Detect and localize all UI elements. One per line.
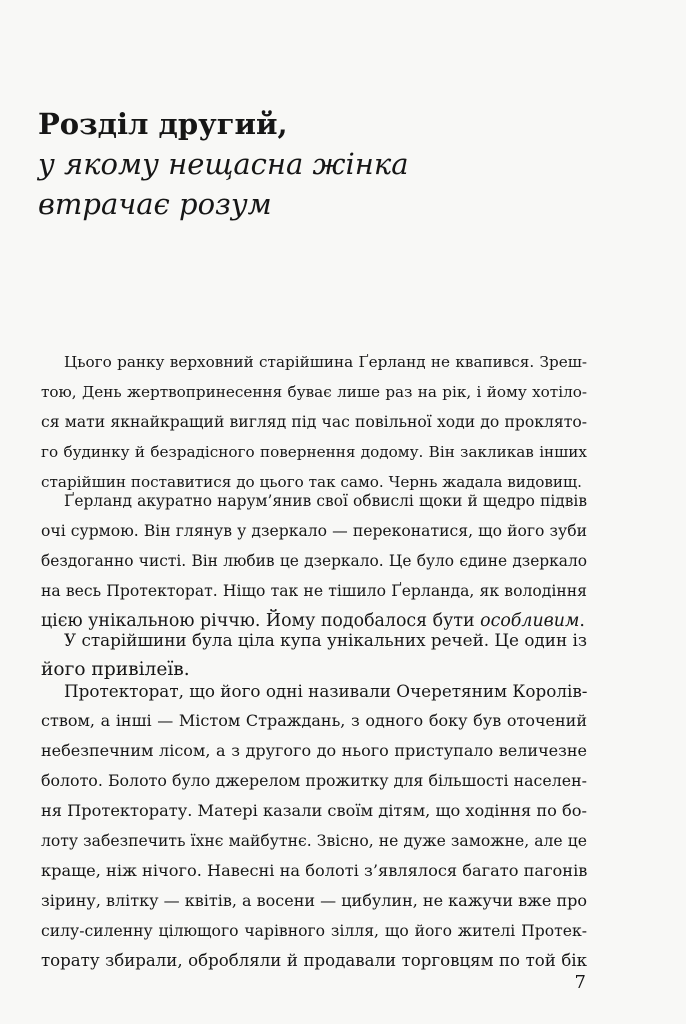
text-fragment: .: [579, 611, 585, 631]
paragraph-1: [41, 347, 587, 497]
text-line: краще, ніж нічого. Навесні на болоті з’являлося багато пагонів: [41, 861, 588, 880]
text-line: очі сурмою. Він глянув у дзеркало — переконатися, що його зуби: [41, 522, 587, 540]
text-line: зірину, влітку — квітів, а восени — цибулин, не кажучи вже про: [41, 891, 587, 910]
chapter-subtitle-line: у якому нещасна жінка: [38, 147, 409, 181]
text-line: ня Протекторату. Матері казали своїм дітям, що ходіння по бо-: [41, 801, 587, 820]
text-line: Ґерланд акуратно нарум’янив свої обвислі щоки й щедро підвів: [64, 492, 587, 510]
text-line: У старійшини була ціла купа унікальних речей. Це один із: [64, 630, 587, 650]
text-line: його привілеїв.: [41, 659, 190, 680]
text-line: старійшин поставитися до цього так само. Чернь жадала видовищ.: [41, 473, 582, 491]
paragraph-2: [41, 486, 587, 636]
text-line: тою, День жертвопринесення буває лише раз на рік, і йому хотіло-: [41, 383, 587, 401]
text-line: Цього ранку верховний старійшина Ґерланд не квапився. Зреш-: [64, 353, 587, 371]
chapter-subtitle-line: втрачає розум: [38, 187, 272, 221]
page-number: 7: [574, 972, 586, 993]
text-fragment: цією унікальною річчю. Йому подобалося бути: [41, 611, 481, 631]
text-line: бездоганно чисті. Він любив це дзеркало. Це було єдине дзеркало: [41, 552, 587, 570]
text-line: ся мати якнайкращий вигляд під час повільної ходи до проклято-: [41, 413, 587, 431]
text-line: торату збирали, обробляли й продавали торговцям по той бік: [41, 951, 587, 970]
text-line: лоту забезпечить їхнє майбутнє. Звісно, не дуже заможне, але це: [41, 832, 587, 850]
text-line: ством, а інші — Містом Страждань, з одного боку був оточений: [41, 711, 587, 730]
text-line: силу-силенну цілющого чарівного зілля, що його жителі Протек-: [41, 922, 587, 940]
paragraph-4: [41, 676, 587, 976]
chapter-title: Розділ другий,: [38, 107, 288, 141]
text-line: Протекторат, що його одні називали Очеретяним Королів-: [64, 681, 588, 701]
text-line: го будинку й безрадісного повернення додому. Він закликав інших: [41, 443, 587, 461]
text-line: болото. Болото було джерелом прожитку для більшості населен-: [41, 771, 587, 790]
text-line: на весь Протекторат. Ніщо так не тішило Ґерланда, як володіння: [41, 582, 587, 600]
text-line: небезпечним лісом, а з другого до нього приступало величезне: [41, 741, 587, 760]
emphasized-word: особливим: [480, 611, 580, 631]
chapter-heading: [38, 104, 638, 224]
